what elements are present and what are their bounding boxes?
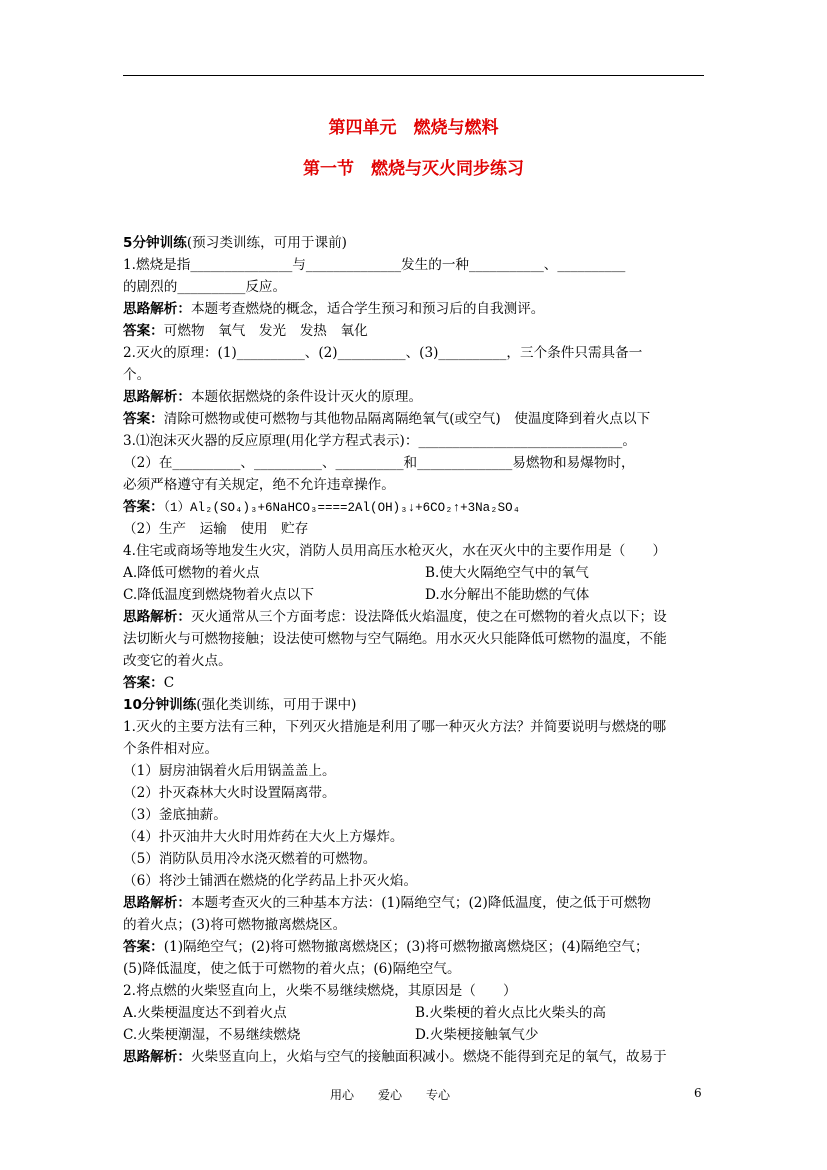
- question-4-options-cd: [123, 584, 704, 606]
- answer-1: 答案：可燃物 氧气 发光 发热 氧化: [123, 323, 368, 339]
- unit-title: 第四单元 燃烧与燃料: [328, 118, 499, 138]
- question-1-cont: 的剧烈的__________反应。: [123, 279, 287, 295]
- question-2: 2.灭火的原理：(1)__________、(2)__________、(3)__________，三个条件只需具备一: [123, 345, 643, 361]
- question-b1-item-2: （2）扑灭森林大火时设置隔离带。: [123, 785, 336, 801]
- analysis-2: 思路解析：本题依据燃烧的条件设计灭火的原理。: [123, 389, 423, 405]
- analysis-4-cont2: 改变它的着火点。: [123, 653, 232, 669]
- question-2-cont: 个。: [123, 367, 151, 383]
- document-body: [123, 232, 704, 1068]
- answer-2: 答案：清除可燃物或使可燃物与其他物品隔离隔绝氧气(或空气) 使温度降到着火点以下: [123, 411, 651, 427]
- analysis-1: 思路解析：本题考查燃烧的概念，适合学生预习和预习后的自我测评。: [123, 301, 545, 317]
- question-b1-item-1: （1）厨房油锅着火后用锅盖盖上。: [123, 763, 336, 779]
- question-3: 3.⑴泡沫灭火器的反应原理(用化学方程式表示)：______________________________。: [123, 433, 636, 449]
- question-1: 1.燃烧是指_______________与______________发生的一种___________、__________: [123, 257, 626, 273]
- answer-4: 答案：C: [123, 675, 175, 691]
- answer-b1-cont: (5)降低温度，使之低于可燃物的着火点；(6)隔绝空气。: [123, 961, 461, 977]
- question-b1-item-5: （5）消防队员用冷水浇灭燃着的可燃物。: [123, 851, 377, 867]
- option-a: A.降低可燃物的着火点: [123, 565, 260, 581]
- analysis-4-cont: 法切断火与可燃物接触；设法使可燃物与空气隔绝。用水灭火只能降低可燃物的温度，不能: [123, 631, 667, 647]
- question-b2-options-cd: [123, 1024, 704, 1046]
- section-heading-10min: 10分钟训练(强化类训练，可用于课中): [123, 697, 357, 713]
- option-a: A.火柴梗温度达不到着火点: [123, 1005, 287, 1021]
- question-b2: 2.将点燃的火柴竖直向上，火柴不易继续燃烧，其原因是（ ）: [123, 983, 517, 999]
- answer-3: 答案：（1）Al₂(SO₄)₃+6NaHCO₃====2Al(OH)₃↓+6CO₂↑+3Na₂SO₄: [123, 499, 521, 515]
- option-d: D.水分解出不能助燃的气体: [425, 587, 590, 603]
- option-c: C.降低温度到燃烧物着火点以下: [123, 587, 314, 603]
- analysis-4: 思路解析：灭火通常从三个方面考虑：设法降低火焰温度，使之在可燃物的着火点以下；设: [123, 609, 667, 625]
- answer-b1: 答案：(1)隔绝空气；(2)将可燃物撤离燃烧区；(3)将可燃物撤离燃烧区；(4)隔绝空气；: [123, 939, 649, 955]
- answer-3-part2: （2）生产 运输 使用 贮存: [123, 521, 309, 537]
- option-c: C.火柴梗潮湿，不易继续燃烧: [123, 1027, 301, 1043]
- question-b1-item-6: （6）将沙土铺洒在燃烧的化学药品上扑灭火焰。: [123, 873, 418, 889]
- question-3-part2: （2）在__________、__________、__________和______________易燃物和易爆物时，: [123, 455, 635, 471]
- section-heading-5min: 5分钟训练(预习类训练，可用于课前): [123, 235, 347, 251]
- question-b1-item-4: （4）扑灭油井大火时用炸药在大火上方爆炸。: [123, 829, 404, 845]
- question-4-options-ab: [123, 562, 704, 584]
- section-title: 第一节 燃烧与灭火同步练习: [303, 159, 524, 179]
- footer-motto: 用心 爱心 专心: [330, 1088, 451, 1102]
- question-b1: 1.灭火的主要方法有三种，下列灭火措施是利用了哪一种灭火方法？并简要说明与燃烧的哪: [123, 719, 667, 735]
- option-b: B.使大火隔绝空气中的氧气: [425, 565, 589, 581]
- option-b: B.火柴梗的着火点比火柴头的高: [415, 1005, 607, 1021]
- option-d: D.火柴梗接触氧气少: [415, 1027, 539, 1043]
- question-3-cont: 必须严格遵守有关规定，绝不允许违章操作。: [123, 477, 395, 493]
- analysis-b2: 思路解析：火柴竖直向上，火焰与空气的接触面积减小。燃烧不能得到充足的氧气，故易于: [123, 1049, 667, 1065]
- question-b2-options-ab: [123, 1002, 704, 1024]
- analysis-b1: 思路解析：本题考查灭火的三种基本方法：(1)隔绝空气；(2)降低温度，使之低于可燃物: [123, 895, 651, 911]
- page-number: 6: [694, 1086, 702, 1100]
- question-b1-item-3: （3）釜底抽薪。: [123, 807, 227, 823]
- question-b1-cont: 个条件相对应。: [123, 741, 219, 757]
- question-4: 4.住宅或商场等地发生火灾，消防人员用高压水枪灭火，水在灭火中的主要作用是（ ）: [123, 543, 667, 559]
- header-rule: [123, 75, 704, 76]
- analysis-b1-cont: 的着火点；(3)将可燃物撤离燃烧区。: [123, 917, 347, 933]
